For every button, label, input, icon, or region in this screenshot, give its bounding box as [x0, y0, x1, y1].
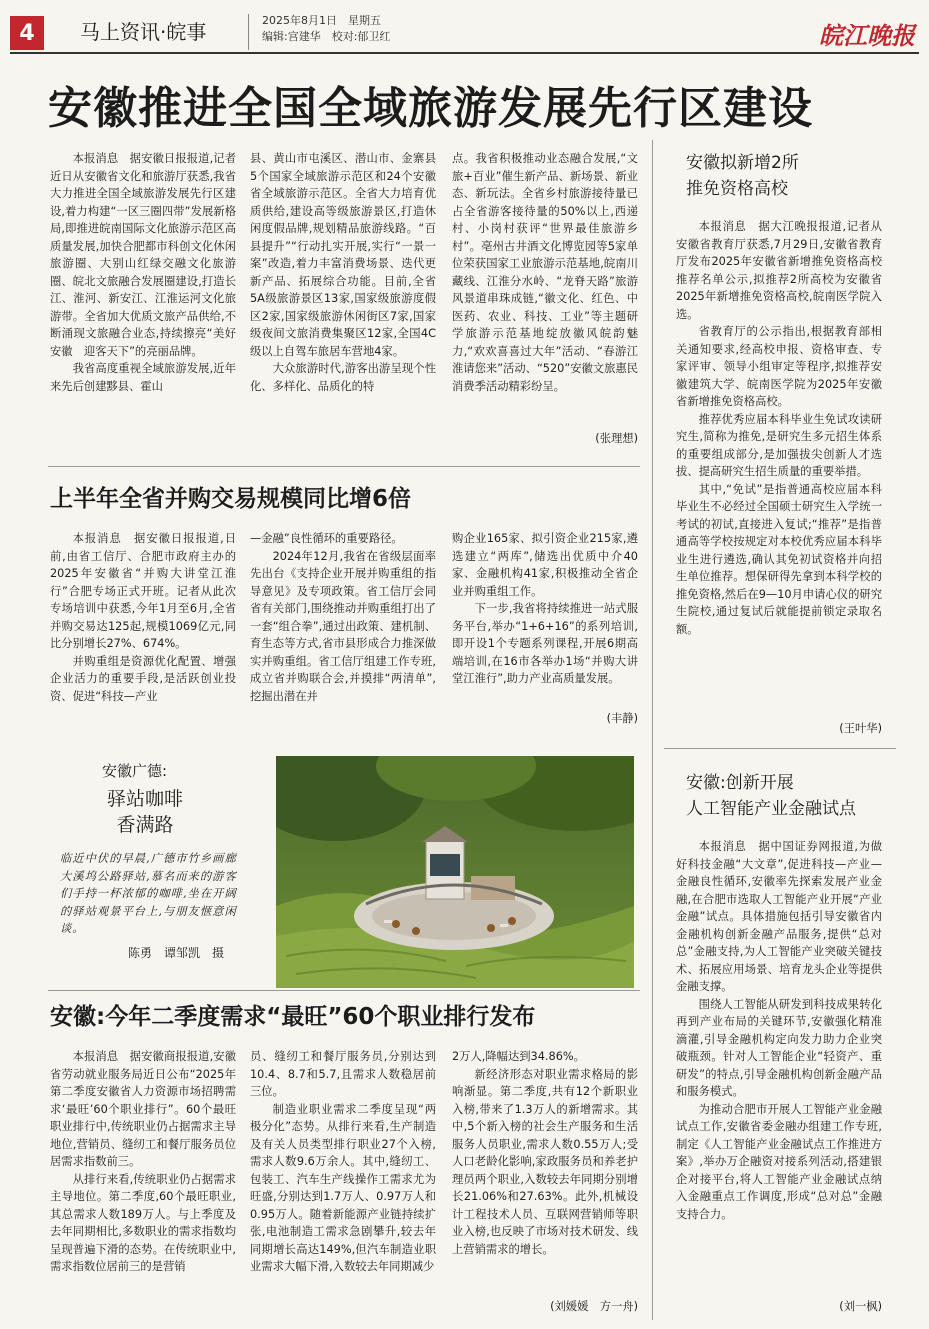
paragraph: —金融”良性循环的重要路径。	[250, 532, 403, 545]
jobs-headline: 安徽:今年二季度需求“最旺”60个职业排行发布	[50, 1004, 536, 1030]
paragraph: 从排行来看,传统职业仍占据需求主导地位。第二季度,60个最旺职业,其总需求人数189万人。与上季度及去年同期相比,多数职业的需求指数均呈现普遍下滑的态势。在传统职业中,需求指数位居前三的是营销	[50, 1172, 236, 1273]
paragraph: 下一步,我省将持续推进一站式服务平台,举办“1+6+16”的系列培训,即开设1个专题系列课程,开展6期高端培训,在16市各举办1场“并购大讲堂江淮行”,助力产业高质量发展。	[452, 602, 638, 685]
paragraph: 2024年12月,我省在省级层面率先出台《支持企业开展并购重组的指导意见》及专项政策。省工信厅会同省有关部门,围绕推动并购重组打出了一套“组合拳”,通过出政策、建机制、育生态等方式,省市县形成合力推深做实并购重组。省工信厅组建工作专班,成立省并购联合会,并摸排“两清单”,挖掘出潜在并	[250, 549, 436, 703]
section-rule	[48, 466, 640, 467]
section-rule	[48, 990, 640, 991]
masthead-logo: 皖江晚报	[819, 21, 915, 50]
jobs-column-3	[452, 1048, 638, 1298]
sidebar1-body	[676, 218, 882, 714]
paragraph: 新经济形态对职业需求格局的影响渐显。第二季度,共有12个新职业入榜,带来了1.3万人的新增需求。其中,5个新入榜的社会生产服务和生活服务人员职业,需求人数0.55万人;受人口老龄化影响,家政服务员和养老护理员两个职业,入数较去年同期分别增长21.06%和27.63%。此外,机械设计工程技术人员、互联网营销师等职业入榜,也反映了市场对技术研发、线上营销需求的增长。	[452, 1067, 638, 1256]
photo-title-line: 驿站咖啡	[106, 788, 183, 810]
paragraph: 推荐优秀应届本科毕业生免试攻读研究生,简称为推免,是研究生多元招生体系的重要组成部分,是加强拔尖创新人才选拔、提高研究生招生质量的重要举措。	[676, 412, 882, 478]
lead-headline: 安徽推进全国全域旅游发展先行区建设	[48, 83, 813, 134]
headline-line: 安徽:创新开展	[686, 773, 794, 793]
merger-headline: 上半年全省并购交易规模同比增6倍	[50, 486, 412, 512]
paragraph: 省教育厅的公示指出,根据教育部相关通知要求,经高校申报、资格审查、专家评审、领导小组审定等程序,拟推荐安徽建筑大学、皖南医学院为2025年安徽省新增推免资格高校。	[676, 325, 882, 408]
paragraph: 点。我省积极推动业态融合发展,“文旅+百业”催生新产品、新场景、新业态、新玩法。全省乡村旅游接待量已占全省游客接待量的50%以上,西递村、小岗村获评“世界最佳旅游乡村”。亳州古井酒文化博览园等5家单位荣获国家工业旅游示范基地,皖南川藏线、江淮分水岭、“龙脊天路”旅游风景道串珠成链,“徽文化、红色、中医药、农业、科技、工业”等主题研学旅游示范基地绽放徽风皖韵魅力,“欢欢喜喜过大年”活动、“春游江淮请您来”活动、“520”安徽文旅惠民消费季活动精彩纷呈。	[452, 152, 638, 393]
lead-column-2	[250, 150, 436, 450]
paragraph: 员、缝纫工和餐厅服务员,分别达到10.4、8.7和5.7,且需求人数稳居前三位。	[250, 1050, 436, 1098]
sidebar-divider	[652, 140, 653, 1320]
jobs-column-1	[50, 1048, 236, 1318]
page-number: 4	[10, 16, 44, 50]
paragraph: 制造业职业需求二季度呈现“两极分化”态势。从排行来看,生产制造及有关人员类型排行职业27个入榜,需求人数9.6万余人。其中,缝纫工、包装工、汽车生产线操作工需求尤为旺盛,分别达到1.7万人、0.97万人和0.95万人。随着新能源产业链持续扩张,电池制造工需求急剧攀升,较去年同期增长高达149%,但汽车制造业职业需求大幅下滑,入数较去年同期减少	[250, 1102, 436, 1273]
lead-column-1	[50, 150, 236, 450]
paragraph: 购企业165家、拟引资企业215家,遴选建立“两库”,储选出优质中介40家、金融机构41家,积极推动全省企业并购重组工作。	[452, 532, 638, 598]
merger-column-3	[452, 530, 638, 705]
sidebar1-author: (王叶华)	[839, 722, 882, 735]
header-rule	[10, 52, 919, 54]
sidebar2-body	[676, 838, 882, 1294]
merger-author: (丰静)	[606, 712, 638, 725]
photo-credit: 陈勇 谭邹凯 摄	[128, 946, 225, 960]
photo-kicker: 安徽广德:	[102, 762, 168, 780]
paragraph: 本报消息 据大江晚报报道,记者从安徽省教育厅获悉,7月29日,安徽省教育厅发布2025年安徽省新增推免资格高校推荐名单公示,拟推荐2所高校为安徽省2025年新增推免资格高校,皖南医学院入选。	[676, 220, 882, 321]
editor-credits: 编辑:宫建华 校对:郁卫红	[262, 30, 391, 43]
sidebar2-author: (刘一枫)	[839, 1300, 882, 1313]
jobs-author: (刘媛媛 方一舟)	[550, 1300, 638, 1313]
sidebar-rule	[664, 748, 896, 749]
issue-date: 2025年8月1日 星期五	[262, 14, 381, 27]
photo-title	[60, 786, 230, 838]
headline-line: 人工智能产业金融试点	[686, 799, 856, 819]
photo-coffee-station	[276, 756, 634, 988]
photo-title-line: 香满路	[116, 814, 174, 836]
headline-line: 安徽拟新增2所	[686, 153, 799, 173]
jobs-column-2	[250, 1048, 436, 1318]
paragraph: 大众旅游时代,游客出游呈现个性化、多样化、品质化的特	[250, 362, 436, 393]
photo-caption: 临近中伏的早晨,广德市竹乡画廊大溪坞公路驿站,慕名而来的游客们手持一杯浓郁的咖啡,坐在开阔的驿站观景平台上,与朋友惬意闲谈。	[60, 852, 237, 935]
sidebar1-headline	[686, 150, 906, 202]
paragraph: 并购重组是资源优化配置、增强企业活力的重要手段,是活跃创业投资、促进“科技—产业	[50, 654, 236, 703]
paragraph: 本报消息 据安徽商报报道,安徽省劳动就业服务局近日公布“2025年第二季度安徽省人力资源市场招聘需求‘最旺’60个职业排行”。60个最旺职业排行中,传统职业仍占据需求主导地位,营销员、缝纫工和餐厅服务员位居需求指数前三。	[50, 1050, 236, 1168]
lead-column-3	[452, 150, 638, 430]
header-divider	[248, 14, 249, 50]
headline-line: 推免资格高校	[686, 179, 788, 199]
paragraph: 为推动合肥市开展人工智能产业金融试点工作,安徽省委金融办组建工作专班,制定《人工智能产业金融试点工作推进方案》,举办万企融资对接系列活动,搭建银企对接平台,将人工智能产业金融试点纳入金融重点工作调度,形成“总对总”金融支持合力。	[676, 1102, 882, 1221]
paragraph: 2万人,降幅达到34.86%。	[452, 1050, 585, 1063]
paragraph: 本报消息 据中国证券网报道,为做好科技金融“大文章”,促进科技—产业—金融良性循环,安徽率先探索发展产业金融,在合肥市选取人工智能产业开展“产业金融”试点。具体措施包括引导安徽省内金融机构创新金融产品服务,提供“总对总”金融支持,为人工智能产业突破关键技术、拓展应用场景、培育龙头企业等提供金融支撑。	[676, 840, 882, 993]
sidebar2-headline	[686, 770, 906, 822]
lead-author: (张理想)	[595, 432, 638, 445]
merger-column-1	[50, 530, 236, 740]
paragraph: 围绕人工智能从研发到科技成果转化再到产业布局的关键环节,安徽强化精准滴灌,引导金融机构定向发力助力企业突破瓶颈。针对人工智能企业“轻资产、重研发”的特点,引导金融机构创新金融产品和服务模式。	[676, 997, 882, 1098]
section-title: 马上资讯·皖事	[80, 20, 207, 44]
dateline	[262, 13, 390, 45]
paragraph: 本报消息 据安徽日报报道,日前,由省工信厅、合肥市政府主办的2025年安徽省“并购大讲堂江淮行”合肥专场正式开班。记者从此次专场培训中获悉,今年1月至6月,全省并购交易达125起,规模1069亿元,同比分别增长27%、674%。	[50, 532, 236, 650]
paragraph: 本报消息 据安徽日报报道,记者近日从安徽省文化和旅游厅获悉,我省大力推进全国全域旅游发展先行区建设,着力构建“一区三圈四带”发展新格局,即推进皖南国际文化旅游示范区高质量发展,加快合肥都市科创文化休闲旅游圈、大别山红绿交融文化旅游圈、皖北文旅融合发展圈建设,打造长江、淮河、新安江、江淮运河文化旅游带。全省加大优质文旅产品供给,不断涌现文旅融合业态,持续擦亮“美好安徽 迎客天下”的亮丽品牌。	[50, 152, 236, 358]
merger-column-2	[250, 530, 436, 740]
paragraph: 我省高度重视全域旅游发展,近年来先后创建黟县、霍山	[50, 362, 236, 393]
paragraph: 其中,“免试”是指普通高校应届本科毕业生不必经过全国硕士研究生入学统一考试的初试,直接进入复试;“推荐”是指普通高等学校按规定对本校优秀应届本科毕业生进行遴选,确认其免初试资格并向招生单位推荐。想保研得先拿到本科学校的推免资格,然后在9—10月申请心仪的研究生院校,通过复试后就能提前锁定录取名额。	[676, 482, 882, 636]
paragraph: 县、黄山市屯溪区、潜山市、金寨县5个国家全域旅游示范区和24个安徽省全域旅游示范区。全省大力培育优质供给,建设高等级旅游景区,打造休闲度假品牌,规划精品旅游线路。“百县提升”“行动扎实开展,实行“一景一案”改造,着力丰富消费场景、迭代更新产品、拓展综合功能。目前,全省5A级旅游景区13家,国家级旅游度假区2家,国家级旅游休闲街区7家,国家级夜间文旅消费集聚区12家,全国4C级以上自驾车旅居车营地4家。	[250, 152, 436, 358]
